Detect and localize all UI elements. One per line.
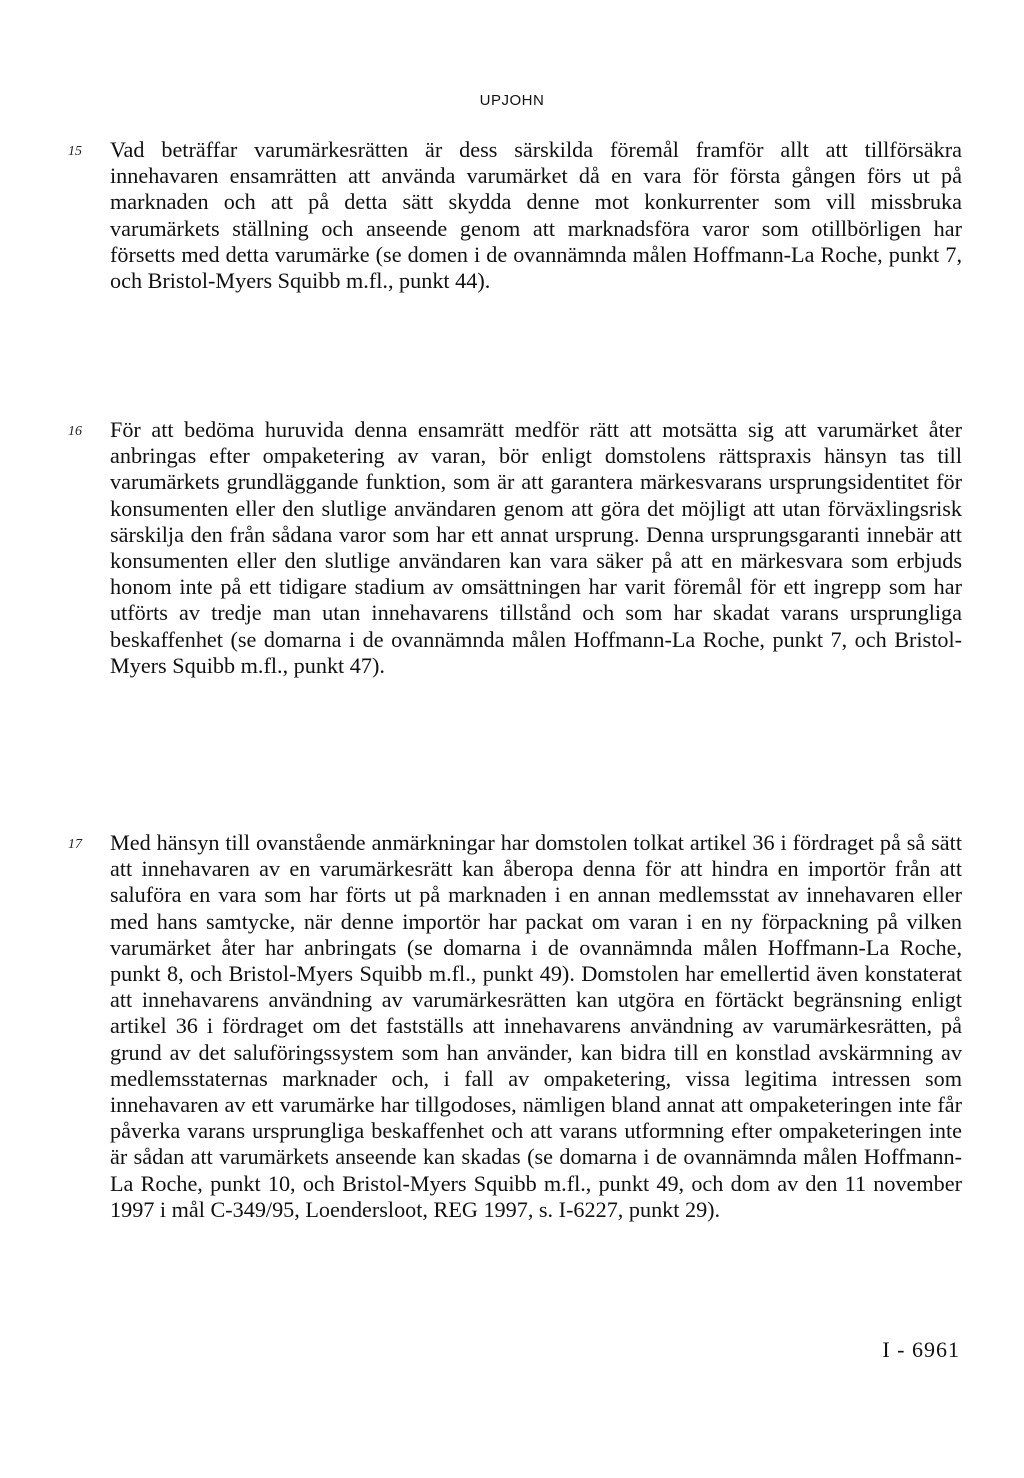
paragraph-number: 16	[68, 424, 82, 439]
paragraph-text: Med hänsyn till ovanstående anmärkningar har domstolen tolkat artikel 36 i fördraget på så sätt att innehavaren av en varumärkesrätt kan åberopa denna för att hindra en importör från att saluföra en vara som har förts ut på marknaden i en annan medlemsstat av innehavaren eller med hans samtycke, när denne importör har packat om varan i en ny förpackning på vilken varumärket åter har anbringats (se domarna i de ovannämnda målen Hoffmann-La Roche, punkt 8, och Bristol-Myers Squibb m.fl., punkt 49). Domstolen har emellertid även konstaterat att innehavarens användning av varumärkesrätten kan utgöra en förtäckt begränsning enligt artikel 36 i fördraget om det fastställs att innehavarens användning av varumärkesrätten, på grund av det saluföringssystem som han använder, kan bidra till en konstlad avskärmning av medlemsstaternas marknader och, i fall av ompaketering, vissa legitima intressen som innehavaren av ett varumärke har tillgodoses, nämligen bland annat att ompaketeringen inte får påverka varans ursprungliga beskaffenhet och att varans utformning efter ompaketeringen inte är sådan att varumärkets anseende kan skadas (se domarna i de ovannämnda målen Hoffmann-La Roche, punkt 10, och Bristol-Myers Squibb m.fl., punkt 49, och dom av den 11 november 1997 i mål C-349/95, Loendersloot, REG 1997, s. I-6227, punkt 29).	[110, 830, 962, 1222]
page-number: I - 6961	[882, 1337, 960, 1362]
paragraph-number: 17	[68, 837, 82, 852]
running-header: UPJOHN	[479, 92, 545, 109]
paragraph-text: För att bedöma huruvida denna ensamrätt medför rätt att motsätta sig att varumärket åter anbringas efter ompaketering av varan, bör enligt domstolens rättspraxis hänsyn tas till varumärkets grundläggande funktion, som är att garantera märkesvarans ursprungsidentitet för konsumenten eller den slutlige användaren genom att göra det möjligt att utan förväxlingsrisk särskilja den från sådana varor som har ett annat ursprung. Denna ursprungsgaranti innebär att konsumenten eller den slutlige användaren kan vara säker på att en märkesvara som erbjuds honom inte på ett tidigare stadium av omsättningen har varit föremål för ett ingrepp som har utförts av tredje man utan innehavarens tillstånd och som har skadat varans ursprungliga beskaffenhet (se domarna i de ovannämnda målen Hoffmann-La Roche, punkt 7, och Bristol-Myers Squibb m.fl., punkt 47).	[110, 417, 962, 678]
paragraph-text: Vad beträffar varumärkesrätten är dess särskilda föremål framför allt att tillförsäkra innehavaren ensamrätten att använda varumärket då en vara för första gången förs ut på marknaden och att på detta sätt skydda denne mot konkurrenter som vill missbruka varumärkets ställning och anseende genom att marknadsföra varor som otillbörligen har försetts med detta varumärke (se domen i de ovannämnda målen Hoffmann-La Roche, punkt 7, och Bristol-Myers Squibb m.fl., punkt 44).	[110, 137, 962, 294]
paragraph-number: 15	[68, 144, 82, 159]
